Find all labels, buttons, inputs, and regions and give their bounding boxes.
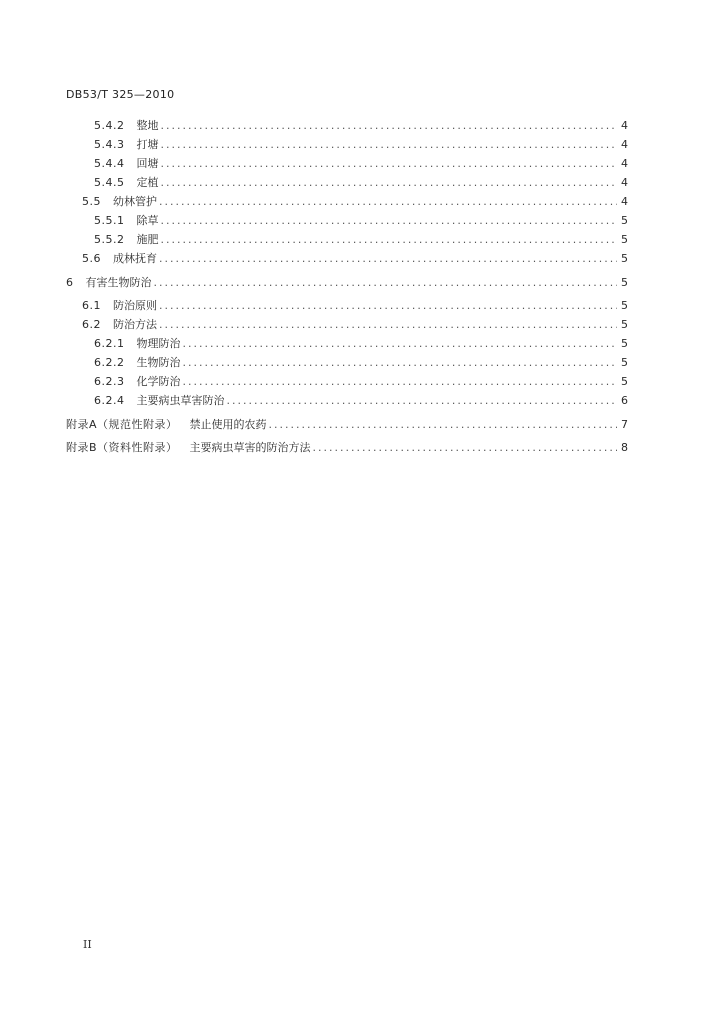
toc-entry-title: 有害生物防治 [85, 276, 152, 289]
toc-entry-title: 物理防治 [136, 337, 181, 350]
toc-entry[interactable] [94, 211, 628, 231]
toc-entry-title: 防治方法 [113, 318, 157, 331]
toc-entry-number: 5.5.1 [94, 214, 125, 227]
toc-entry[interactable] [94, 154, 628, 174]
toc-dot-leader [154, 273, 618, 293]
toc-entry-number: 5.5 [82, 195, 101, 208]
toc-entry[interactable] [94, 135, 628, 155]
toc-entry[interactable] [94, 230, 628, 250]
toc-entry[interactable] [94, 334, 628, 354]
toc-entry-number: 5.4.4 [94, 157, 125, 170]
toc-entry-page: 5 [621, 337, 628, 350]
toc-entry-number: 6.2.3 [94, 375, 125, 388]
toc-dot-leader [159, 315, 617, 335]
toc-dot-leader [159, 296, 617, 316]
toc-entry[interactable] [82, 296, 628, 316]
toc-entry-page: 5 [621, 233, 628, 246]
toc-entry-title: 幼林管护 [113, 195, 157, 208]
toc-entry-page: 5 [621, 375, 628, 388]
toc-entry[interactable] [82, 249, 628, 269]
toc-dot-leader [161, 154, 618, 174]
toc-entry-number: 附录B（资料性附录） [66, 441, 178, 454]
toc-entry-page: 5 [621, 214, 628, 227]
toc-entry-number: 6.2 [82, 318, 101, 331]
toc-entry-title: 防治原则 [113, 299, 157, 312]
toc-entry[interactable] [66, 273, 628, 293]
toc-entry[interactable] [94, 391, 628, 411]
toc-entry-page: 5 [621, 356, 628, 369]
toc-entry[interactable] [66, 438, 628, 458]
page-number: II [83, 938, 92, 951]
toc-entry-title: 禁止使用的农药 [189, 418, 267, 431]
toc-entry-title: 打塘 [136, 138, 159, 151]
toc-entry-page: 7 [621, 418, 628, 431]
toc-entry-number: 5.4.5 [94, 176, 125, 189]
toc-entry-title: 化学防治 [136, 375, 181, 388]
toc-entry-title: 回塘 [136, 157, 159, 170]
toc-entry-page: 5 [621, 276, 628, 289]
toc-dot-leader [161, 116, 618, 136]
toc-dot-leader [313, 438, 617, 458]
toc-entry-title: 除草 [136, 214, 159, 227]
toc-dot-leader [183, 334, 618, 354]
toc-entry[interactable] [82, 192, 628, 212]
toc-entry-page: 5 [621, 252, 628, 265]
toc-entry-page: 8 [621, 441, 628, 454]
toc-entry-page: 4 [621, 176, 628, 189]
toc-entry[interactable] [94, 353, 628, 373]
toc-dot-leader [161, 173, 618, 193]
toc-entry-page: 4 [621, 195, 628, 208]
toc-dot-leader [183, 372, 618, 392]
toc-entry[interactable] [94, 116, 628, 136]
toc-entry-number: 6.2.2 [94, 356, 125, 369]
toc-entry-number: 6.1 [82, 299, 101, 312]
toc-entry[interactable] [94, 372, 628, 392]
toc-entry-number: 6.2.4 [94, 394, 125, 407]
toc-entry-number: 5.4.2 [94, 119, 125, 132]
toc-entry-title: 主要病虫草害的防治方法 [189, 441, 311, 454]
document-code: DB53/T 325—2010 [66, 88, 175, 101]
toc-dot-leader [159, 249, 617, 269]
toc-entry-page: 6 [621, 394, 628, 407]
toc-entry[interactable] [66, 415, 628, 435]
toc-entry-page: 4 [621, 138, 628, 151]
toc-dot-leader [161, 211, 618, 231]
toc-dot-leader [161, 135, 618, 155]
toc-entry-page: 4 [621, 157, 628, 170]
toc-entry-number: 5.6 [82, 252, 101, 265]
toc-entry-number: 6 [66, 276, 74, 289]
toc-dot-leader [269, 415, 617, 435]
toc-entry-title: 施肥 [136, 233, 159, 246]
toc-dot-leader [161, 230, 618, 250]
toc-entry[interactable] [82, 315, 628, 335]
toc-entry-number: 6.2.1 [94, 337, 125, 350]
toc-entry-number: 附录A（规范性附录） [66, 418, 178, 431]
toc-entry-title: 成林抚育 [113, 252, 157, 265]
toc-entry-page: 5 [621, 318, 628, 331]
toc-entry-number: 5.4.3 [94, 138, 125, 151]
toc-entry-title: 主要病虫草害防治 [136, 394, 225, 407]
toc-entry-number: 5.5.2 [94, 233, 125, 246]
toc-entry-page: 5 [621, 299, 628, 312]
toc-entry-title: 定植 [136, 176, 159, 189]
toc-entry-page: 4 [621, 119, 628, 132]
toc-entry-title: 整地 [136, 119, 159, 132]
toc-dot-leader [183, 353, 618, 373]
toc-dot-leader [227, 391, 618, 411]
toc-dot-leader [159, 192, 617, 212]
toc-entry[interactable] [94, 173, 628, 193]
toc-entry-title: 生物防治 [136, 356, 181, 369]
